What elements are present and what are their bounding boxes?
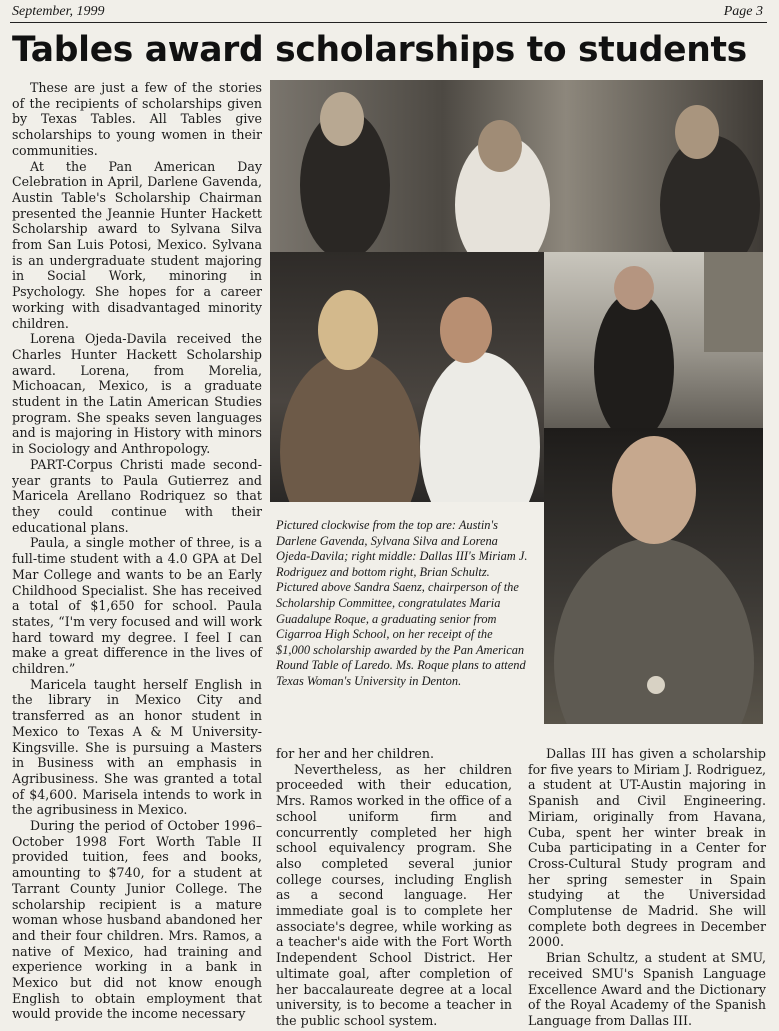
paragraph: Nevertheless, as her children proceeded with their education, Mrs. Ramos worked in the office of a school uniform firm and concurrently completed her high school equivalency program. She also completed several junior college courses, including English as a second language. Her immediate goal is to complete her associate's degree, while working as a teacher's aide with the Fort Worth Independent School District. Her ultimate goal, after completion of her baccalaureate degree at a local university, is to become a teacher in the public school system. (276, 761, 512, 1028)
paragraph: PART-Corpus Christi made second-year grants to Paula Gutierrez and Maricela Arellano Rodriquez so that they could continue with their educational plans. (12, 456, 262, 535)
header-rule (10, 22, 767, 23)
photo-two-women-handshake (270, 252, 544, 502)
photo-woman-hillside (544, 252, 763, 428)
article-column-2 (276, 746, 512, 1029)
photo-group-three-women (270, 80, 763, 252)
paragraph: Brian Schultz, a student at SMU, received SMU's Spanish Language Excellence Award and the Dictionary of the Royal Academy of the Spanish Language from Dallas III. (528, 950, 766, 1028)
article-column-1 (12, 80, 262, 1022)
paragraph: Dallas III has given a scholarship for five years to Miriam J. Rodriguez, a student at UT-Austin majoring in Spanish and Civil Engineering. Miriam, originally from Havana, Cuba, spent her winter break in Cuba participating in a Center for Cross-Cultural Study program and her spring semester in Spain studying at the Universidad Complutense de Madrid. She will complete both degrees in December 2000. (528, 746, 766, 950)
paragraph: Lorena Ojeda-Davila received the Charles Hunter Hackett Scholarship award. Lorena, from Morelia, Michoacan, Mexico, is a graduate student in the Latin American Studies program. She speaks seven languages and is majoring in History with minors in Sociology and Anthropology. (12, 331, 262, 457)
paragraph: Maricela taught herself English in the library in Mexico City and transferred as an honor student in Mexico to Texas A & M University-Kingsville. She is pursuing a Masters in Business with an emphasis in Agribusiness. She was granted a total of $4,600. Marisela intends to work in the agribusiness in Mexico. (12, 676, 262, 818)
issue-date: September, 1999 (12, 4, 105, 19)
paragraph: Paula, a single mother of three, is a full-time student with a 4.0 GPA at Del Mar College and wants to be an Early Childhood Specialist. She has received a total of $1,650 for school. Paula states, “I'm very focused and will work hard toward my degree. I feel I can make a great difference in the lives of children.” (12, 535, 262, 677)
paragraph: These are just a few of the stories of the recipients of scholarships given by Texas Tables. All Tables give scholarships to young women in their communities. (12, 80, 262, 158)
paragraph: At the Pan American Day Celebration in April, Darlene Gavenda, Austin Table's Scholarship Chairman presented the Jeannie Hunter Hackett Scholarship award to Sylvana Silva from San Luis Potosi, Mexico. Sylvana is an undergraduate student majoring in Social Work, minoring in Psychology. She hopes for a career working with disadvantaged minority children. (12, 158, 262, 331)
page-number: Page 3 (723, 4, 763, 19)
photo-young-man-medal (544, 428, 763, 724)
photo-caption: Pictured clockwise from the top are: Austin's Darlene Gavenda, Sylvana Silva and Lorena Ojeda-Davila; right middle: Dallas III's Miriam J. Rodriguez and bottom right, Brian Schultz. Pictured above Sandra Saenz, chairperson of the Scholarship Committee, congratulates Maria Guadalupe Roque, a graduating senior from Cigarroa High School, on her receipt of the $1,000 scholarship awarded by the Pan American Round Table of Laredo. Ms. Roque plans to attend Texas Woman's University in Denton. (276, 518, 528, 688)
article-column-3 (528, 746, 766, 1029)
paragraph: During the period of October 1996–October 1998 Fort Worth Table II provided tuition, fees and books, amounting to $740, for a student at Tarrant County Junior College. The scholarship recipient is a mature woman whose husband abandoned her and their four children. Mrs. Ramos, a native of Mexico, had training and experience working in a bank in Mexico but did not know enough English to obtain employment that would provide the income necessary (12, 818, 262, 1022)
paragraph: for her and her children. (276, 746, 434, 761)
headline: Tables award scholarships to students (12, 30, 747, 70)
